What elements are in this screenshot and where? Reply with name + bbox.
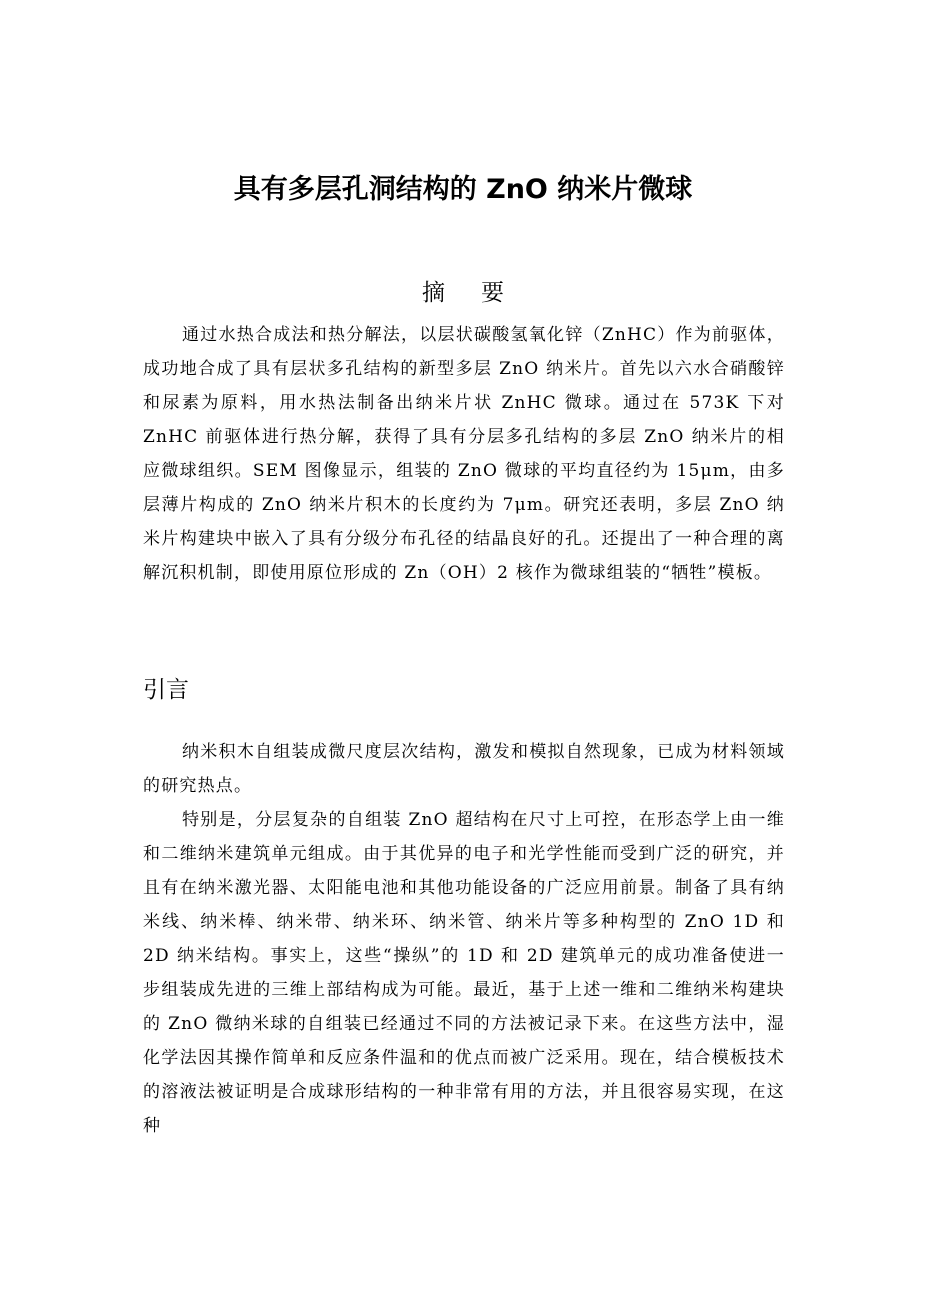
abstract-heading: 摘要 (422, 280, 540, 306)
abstract-paragraph: 通过水热合成法和热分解法，以层状碳酸氢氧化锌（ZnHC）作为前驱体，成功地合成了具有层状多孔结构的新型多层 ZnO 纳米片。首先以六水合硝酸锌和尿素为原料，用水热法制备出纳米片状 ZnHC 微球。通过在 573K 下对 ZnHC 前驱体进行热分解，获得了具有分层多孔结构的多层 ZnO 纳米片的相应微球组织。SEM 图像显示，组装的 ZnO 微球的平均直径约为 15μm，由多层薄片构成的 ZnO 纳米片积木的长度约为 7μm。研究还表明，多层 ZnO 纳米片构建块中嵌入了具有分级分布孔径的结晶良好的孔。还提出了一种合理的离解沉积机制，即使用原位形成的 Zn（OH）2 核作为微球组装的“牺牲”模板。 (143, 325, 785, 583)
paper-title: 具有多层孔洞结构的 ZnO 纳米片微球 (233, 174, 693, 205)
abstract-body (143, 318, 785, 590)
introduction-heading: 引言 (143, 677, 189, 703)
introduction-paragraph-2: 特别是，分层复杂的自组装 ZnO 超结构在尺寸上可控，在形态学上由一维和二维纳米建筑单元组成。由于其优异的电子和光学性能而受到广泛的研究，并且有在纳米激光器、太阳能电池和其他功能设备的广泛应用前景。制备了具有纳米线、纳米棒、纳米带、纳米环、纳米管、纳米片等多种构型的 ZnO 1D 和 2D 纳米结构。事实上，这些“操纵”的 1D 和 2D 建筑单元的成功准备使进一步组装成先进的三维上部结构成为可能。最近，基于上述一维和二维纳米构建块的 ZnO 微纳米球的自组装已经通过不同的方法被记录下来。在这些方法中，湿化学法因其操作简单和反应条件温和的优点而被广泛采用。现在，结合模板技术的溶液法被证明是合成球形结构的一种非常有用的方法，并且很容易实现，在这种 (143, 810, 785, 1136)
introduction-body (143, 735, 785, 1143)
introduction-paragraph-1: 纳米积木自组装成微尺度层次结构，激发和模拟自然现象，已成为材料领域的研究热点。 (143, 742, 785, 796)
